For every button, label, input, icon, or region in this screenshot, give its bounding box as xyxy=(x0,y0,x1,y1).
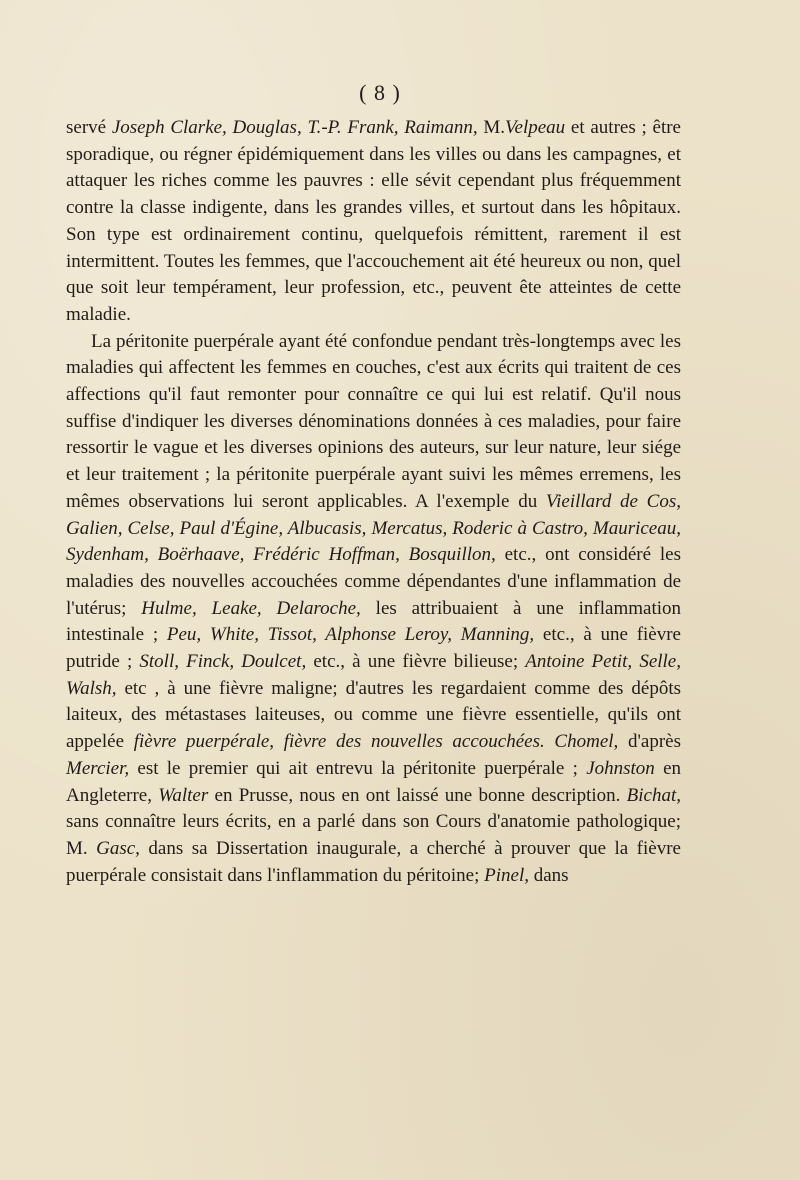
text-run: etc., à une fièvre bilieuse; xyxy=(306,651,526,673)
italic-text-run: Bichat, xyxy=(626,784,682,806)
page-number: ( 8 ) xyxy=(359,80,401,105)
text-run: dans xyxy=(529,864,569,886)
text-run: La péritonite puerpérale ayant été confondue pendant très-longtemps avec les maladies qui affectent les femmes en couches, c'est aux écrits qui traitent de ces affections qu'il faut remonter pour connaître ce qui lui est relatif. Qu'il nous suffise d'indiquer les diverses dénominations données à ces maladies, pour faire ressortir le vague et les diverses opinions des auteurs, sur leur nature, leur siége et leur traitement ; la péritonite puerpérale ayant suivi les mêmes erremens, les mêmes observations lui seront applicables. A l'exemple du xyxy=(66,330,681,512)
text-run: sans connaître leurs écrits, en a parlé dans son Cours d'anatomie pathologique; M. xyxy=(66,811,681,859)
italic-text-run: Walter xyxy=(158,784,209,806)
text-run: etc., à une fièvre putride ; xyxy=(66,624,681,673)
text-run: M. xyxy=(477,117,506,138)
paragraph xyxy=(66,115,681,329)
italic-text-run: Hulme, Leake, Delaroche, xyxy=(141,597,361,619)
italic-text-run: Stoll, Finck, Doulcet, xyxy=(139,651,307,673)
text-run: les attribuaient à une inflammation intestinale ; xyxy=(66,597,682,646)
text-run: dans sa Dissertation inaugurale, a cherché à prouver que la fièvre puerpérale consistait dans l'inflammation du péritoine; xyxy=(66,837,681,886)
text-run: etc., ont considéré les maladies des nouvelles accouchées comme dépendantes d'une inflammation de l'utérus; xyxy=(66,544,681,619)
text-run: et autres ; être sporadique, ou régner épidémiquement dans les villes ou dans les campagnes, et attaquer les riches comme les pauvres : elle sévit cependant plus fréquemment contre la classe indigente, dans les grandes villes, et surtout dans les hôpitaux. Son type est ordinairement continu, quelquefois rémittent, rarement il est intermittent. Toutes les femmes, que l'accouchement ait été heureux ou non, quel que soit leur tempérament, leur profession, etc., peuvent ête atteintes de cette maladie. xyxy=(66,117,681,325)
paragraph xyxy=(66,329,681,890)
italic-text-run: Mercier, xyxy=(66,757,130,779)
body-text xyxy=(66,115,681,889)
italic-text-run: Johnston xyxy=(586,757,655,779)
text-run: etc , à une fièvre maligne; d'autres les regardaient comme des dépôts laiteux, des métastases laiteuses, ou comme une fièvre essentielle, qu'ils ont appelée xyxy=(66,677,681,753)
italic-text-run: Pinel, xyxy=(484,864,529,886)
italic-text-run: Velpeau xyxy=(505,117,566,138)
text-run: en Prusse, nous en ont laissé une bonne description. xyxy=(208,784,627,806)
text-run: d'après xyxy=(618,731,681,753)
text-run: servé xyxy=(66,117,112,138)
italic-text-run: Vieillard de Cos, Galien, Celse, Paul d'Égine, Albucasis, Mercatus, Roderic à Castro, Mauriceau, Sydenham, Boërhaave, Frédéric Hoffman, Bosquillon, xyxy=(66,490,682,566)
text-run: en Angleterre, xyxy=(66,757,681,806)
italic-text-run: Peu, White, Tissot, Alphonse Leroy, Manning, xyxy=(166,624,535,646)
italic-text-run: Antoine Petit, Selle, Walsh, xyxy=(66,651,681,699)
italic-text-run: fièvre puerpérale, fièvre des nouvelles accouchées. Chomel, xyxy=(133,731,619,753)
text-run: est le premier qui ait entrevu la péritonite puerpérale ; xyxy=(129,757,587,779)
italic-text-run: Joseph Clarke, Douglas, T.-P. Frank, Raimann, xyxy=(111,117,478,138)
italic-text-run: Gasc, xyxy=(96,837,140,859)
